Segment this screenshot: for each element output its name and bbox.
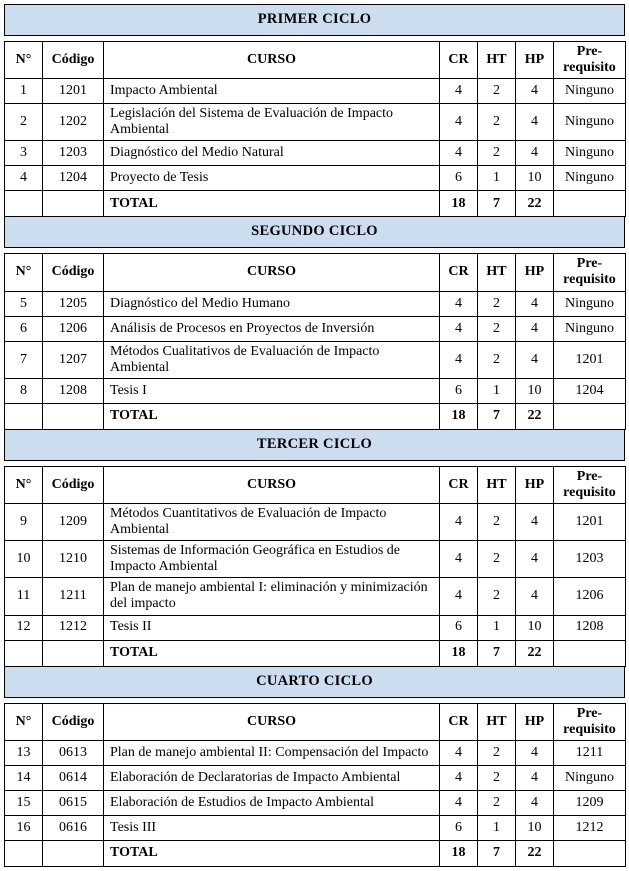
cell-ht: 1	[478, 166, 516, 191]
cell-hp: 4	[516, 341, 554, 378]
cell-codigo: 1204	[43, 166, 104, 191]
cell-hp: 10	[516, 615, 554, 640]
column-header-hp: HP	[516, 42, 554, 79]
column-header-codigo: Código	[43, 254, 104, 291]
header-row	[5, 42, 626, 79]
cell-curso: Elaboración de Declaratorias de Impacto Ambiental	[104, 765, 440, 790]
cell-cr: 4	[440, 104, 478, 141]
cell-numero: 5	[5, 291, 43, 316]
cell-numero: 14	[5, 765, 43, 790]
cell-codigo: 1203	[43, 141, 104, 166]
cell-curso: Diagnóstico del Medio Humano	[104, 291, 440, 316]
cell-prerequisito: 1211	[554, 740, 626, 765]
cell-prerequisito: Ninguno	[554, 765, 626, 790]
cell-codigo: 0615	[43, 790, 104, 815]
total-hp-cell: 22	[516, 640, 554, 666]
cell-ht: 2	[478, 104, 516, 141]
cell-curso: Legislación del Sistema de Evaluación de Impacto Ambiental	[104, 104, 440, 141]
cell-ht: 1	[478, 815, 516, 840]
column-header-ht: HT	[478, 42, 516, 79]
cell-codigo-empty	[43, 840, 104, 866]
cell-cr: 4	[440, 503, 478, 540]
total-label-cell: TOTAL	[104, 840, 440, 866]
column-header-prerequisito: Pre-requisito	[554, 703, 626, 740]
header-row	[5, 254, 626, 291]
cell-hp: 4	[516, 316, 554, 341]
total-row	[5, 640, 626, 666]
cell-curso: Sistemas de Información Geográfica en Estudios de Impacto Ambiental	[104, 541, 440, 578]
cell-prerequisito: 1209	[554, 790, 626, 815]
cell-codigo-empty	[43, 640, 104, 666]
cell-hp: 4	[516, 740, 554, 765]
cell-prerequisito: 1201	[554, 341, 626, 378]
cell-cr: 4	[440, 541, 478, 578]
cell-numero: 10	[5, 541, 43, 578]
cell-cr: 4	[440, 79, 478, 104]
header-row	[5, 703, 626, 740]
cell-numero: 3	[5, 141, 43, 166]
column-header-hp: HP	[516, 466, 554, 503]
course-row	[5, 765, 626, 790]
course-row	[5, 815, 626, 840]
cell-ht: 2	[478, 316, 516, 341]
cell-numero: 15	[5, 790, 43, 815]
cycle-title-band: PRIMER CICLO	[4, 4, 625, 36]
cell-ht: 2	[478, 503, 516, 540]
column-header-hp: HP	[516, 703, 554, 740]
column-header-cr: CR	[440, 466, 478, 503]
total-cr-cell: 18	[440, 640, 478, 666]
total-hp-cell: 22	[516, 403, 554, 429]
cycle-title-band: TERCER CICLO	[4, 429, 625, 461]
course-row	[5, 141, 626, 166]
cell-codigo: 1208	[43, 378, 104, 403]
course-row	[5, 615, 626, 640]
column-header-prerequisito: Pre-requisito	[554, 254, 626, 291]
cycle-title-band: SEGUNDO CICLO	[4, 216, 625, 248]
cell-prerequisito-empty	[554, 840, 626, 866]
cell-ht: 2	[478, 765, 516, 790]
cell-codigo: 1212	[43, 615, 104, 640]
cell-cr: 4	[440, 790, 478, 815]
column-header-curso: CURSO	[104, 703, 440, 740]
cell-prerequisito: 1203	[554, 541, 626, 578]
cycle-section-cuarto	[4, 666, 625, 867]
cycle-section-tercer	[4, 429, 625, 667]
total-ht-cell: 7	[478, 191, 516, 217]
column-header-prerequisito: Pre-requisito	[554, 42, 626, 79]
cell-codigo: 0614	[43, 765, 104, 790]
column-header-hp: HP	[516, 254, 554, 291]
total-cr-cell: 18	[440, 840, 478, 866]
cell-curso: Tesis III	[104, 815, 440, 840]
cell-numero: 6	[5, 316, 43, 341]
cell-curso: Análisis de Procesos en Proyectos de Inversión	[104, 316, 440, 341]
cell-hp: 4	[516, 578, 554, 615]
cell-ht: 2	[478, 141, 516, 166]
course-row	[5, 790, 626, 815]
cell-numero-empty	[5, 191, 43, 217]
total-row	[5, 191, 626, 217]
course-row	[5, 79, 626, 104]
cell-codigo-empty	[43, 191, 104, 217]
course-row	[5, 378, 626, 403]
cell-numero: 12	[5, 615, 43, 640]
column-header-numero: N°	[5, 703, 43, 740]
cell-numero: 16	[5, 815, 43, 840]
cell-codigo: 1211	[43, 578, 104, 615]
course-row	[5, 166, 626, 191]
cell-ht: 2	[478, 790, 516, 815]
column-header-curso: CURSO	[104, 254, 440, 291]
cycle-section-segundo	[4, 216, 625, 429]
column-header-numero: N°	[5, 466, 43, 503]
cell-prerequisito-empty	[554, 191, 626, 217]
cell-prerequisito-empty	[554, 640, 626, 666]
column-header-codigo: Código	[43, 703, 104, 740]
cycle-section-primer	[4, 4, 625, 217]
cell-numero: 1	[5, 79, 43, 104]
cell-numero-empty	[5, 640, 43, 666]
cell-numero: 11	[5, 578, 43, 615]
total-ht-cell: 7	[478, 640, 516, 666]
cell-hp: 10	[516, 378, 554, 403]
cell-cr: 6	[440, 166, 478, 191]
cell-codigo: 1206	[43, 316, 104, 341]
cell-hp: 4	[516, 141, 554, 166]
cell-curso: Elaboración de Estudios de Impacto Ambiental	[104, 790, 440, 815]
cell-ht: 2	[478, 740, 516, 765]
cell-numero: 13	[5, 740, 43, 765]
course-row	[5, 578, 626, 615]
total-row	[5, 403, 626, 429]
cycle-table-primer	[4, 41, 626, 217]
cell-cr: 6	[440, 615, 478, 640]
total-cr-cell: 18	[440, 403, 478, 429]
cell-cr: 4	[440, 316, 478, 341]
cell-prerequisito: 1204	[554, 378, 626, 403]
cell-codigo: 1207	[43, 341, 104, 378]
total-ht-cell: 7	[478, 840, 516, 866]
cell-cr: 4	[440, 141, 478, 166]
cell-prerequisito: Ninguno	[554, 166, 626, 191]
total-hp-cell: 22	[516, 191, 554, 217]
column-header-ht: HT	[478, 466, 516, 503]
cell-hp: 10	[516, 815, 554, 840]
total-ht-cell: 7	[478, 403, 516, 429]
cell-curso: Plan de manejo ambiental II: Compensación del Impacto	[104, 740, 440, 765]
cell-prerequisito: 1208	[554, 615, 626, 640]
cell-hp: 4	[516, 790, 554, 815]
cell-curso: Métodos Cuantitativos de Evaluación de Impacto Ambiental	[104, 503, 440, 540]
course-row	[5, 740, 626, 765]
column-header-curso: CURSO	[104, 42, 440, 79]
cell-hp: 4	[516, 291, 554, 316]
cell-curso: Tesis II	[104, 615, 440, 640]
cell-ht: 1	[478, 378, 516, 403]
column-header-ht: HT	[478, 703, 516, 740]
cell-curso: Diagnóstico del Medio Natural	[104, 141, 440, 166]
cell-hp: 4	[516, 765, 554, 790]
cell-ht: 2	[478, 291, 516, 316]
cell-prerequisito: Ninguno	[554, 316, 626, 341]
column-header-cr: CR	[440, 703, 478, 740]
total-row	[5, 840, 626, 866]
cell-curso: Métodos Cualitativos de Evaluación de Impacto Ambiental	[104, 341, 440, 378]
column-header-ht: HT	[478, 254, 516, 291]
cell-numero-empty	[5, 840, 43, 866]
cell-cr: 4	[440, 740, 478, 765]
cell-cr: 4	[440, 578, 478, 615]
column-header-codigo: Código	[43, 42, 104, 79]
cell-ht: 2	[478, 79, 516, 104]
cell-cr: 4	[440, 765, 478, 790]
cycle-table-segundo	[4, 253, 626, 429]
cell-hp: 4	[516, 541, 554, 578]
cell-curso: Impacto Ambiental	[104, 79, 440, 104]
column-header-numero: N°	[5, 254, 43, 291]
total-label-cell: TOTAL	[104, 640, 440, 666]
cell-ht: 2	[478, 341, 516, 378]
cell-codigo: 0613	[43, 740, 104, 765]
column-header-cr: CR	[440, 254, 478, 291]
cell-codigo: 1202	[43, 104, 104, 141]
column-header-numero: N°	[5, 42, 43, 79]
total-hp-cell: 22	[516, 840, 554, 866]
cell-ht: 2	[478, 541, 516, 578]
cell-numero: 8	[5, 378, 43, 403]
cell-prerequisito: Ninguno	[554, 79, 626, 104]
cell-codigo: 1210	[43, 541, 104, 578]
cell-hp: 4	[516, 503, 554, 540]
cell-prerequisito: Ninguno	[554, 141, 626, 166]
column-header-curso: CURSO	[104, 466, 440, 503]
column-header-prerequisito: Pre-requisito	[554, 466, 626, 503]
column-header-cr: CR	[440, 42, 478, 79]
cell-prerequisito: 1206	[554, 578, 626, 615]
cell-codigo: 1205	[43, 291, 104, 316]
header-row	[5, 466, 626, 503]
total-cr-cell: 18	[440, 191, 478, 217]
cell-curso: Plan de manejo ambiental I: eliminación y minimización del impacto	[104, 578, 440, 615]
cell-codigo: 1201	[43, 79, 104, 104]
cell-prerequisito-empty	[554, 403, 626, 429]
cycle-table-tercer	[4, 466, 626, 667]
cell-prerequisito: Ninguno	[554, 291, 626, 316]
column-header-codigo: Código	[43, 466, 104, 503]
course-row	[5, 503, 626, 540]
total-label-cell: TOTAL	[104, 403, 440, 429]
cell-prerequisito: 1212	[554, 815, 626, 840]
cell-codigo: 1209	[43, 503, 104, 540]
cell-prerequisito: Ninguno	[554, 104, 626, 141]
cell-cr: 6	[440, 815, 478, 840]
cell-codigo: 0616	[43, 815, 104, 840]
cell-ht: 2	[478, 578, 516, 615]
cell-numero: 9	[5, 503, 43, 540]
cell-hp: 4	[516, 104, 554, 141]
cell-hp: 4	[516, 79, 554, 104]
cycle-table-cuarto	[4, 703, 626, 867]
cell-prerequisito: 1201	[554, 503, 626, 540]
cell-ht: 1	[478, 615, 516, 640]
cell-hp: 10	[516, 166, 554, 191]
course-row	[5, 316, 626, 341]
cell-curso: Proyecto de Tesis	[104, 166, 440, 191]
cell-codigo-empty	[43, 403, 104, 429]
cell-cr: 4	[440, 291, 478, 316]
cell-cr: 4	[440, 341, 478, 378]
cell-numero: 7	[5, 341, 43, 378]
cycle-title-band: CUARTO CICLO	[4, 666, 625, 698]
course-row	[5, 291, 626, 316]
total-label-cell: TOTAL	[104, 191, 440, 217]
cell-numero: 4	[5, 166, 43, 191]
course-row	[5, 104, 626, 141]
cell-cr: 6	[440, 378, 478, 403]
cell-curso: Tesis I	[104, 378, 440, 403]
course-row	[5, 341, 626, 378]
cell-numero-empty	[5, 403, 43, 429]
course-row	[5, 541, 626, 578]
cell-numero: 2	[5, 104, 43, 141]
